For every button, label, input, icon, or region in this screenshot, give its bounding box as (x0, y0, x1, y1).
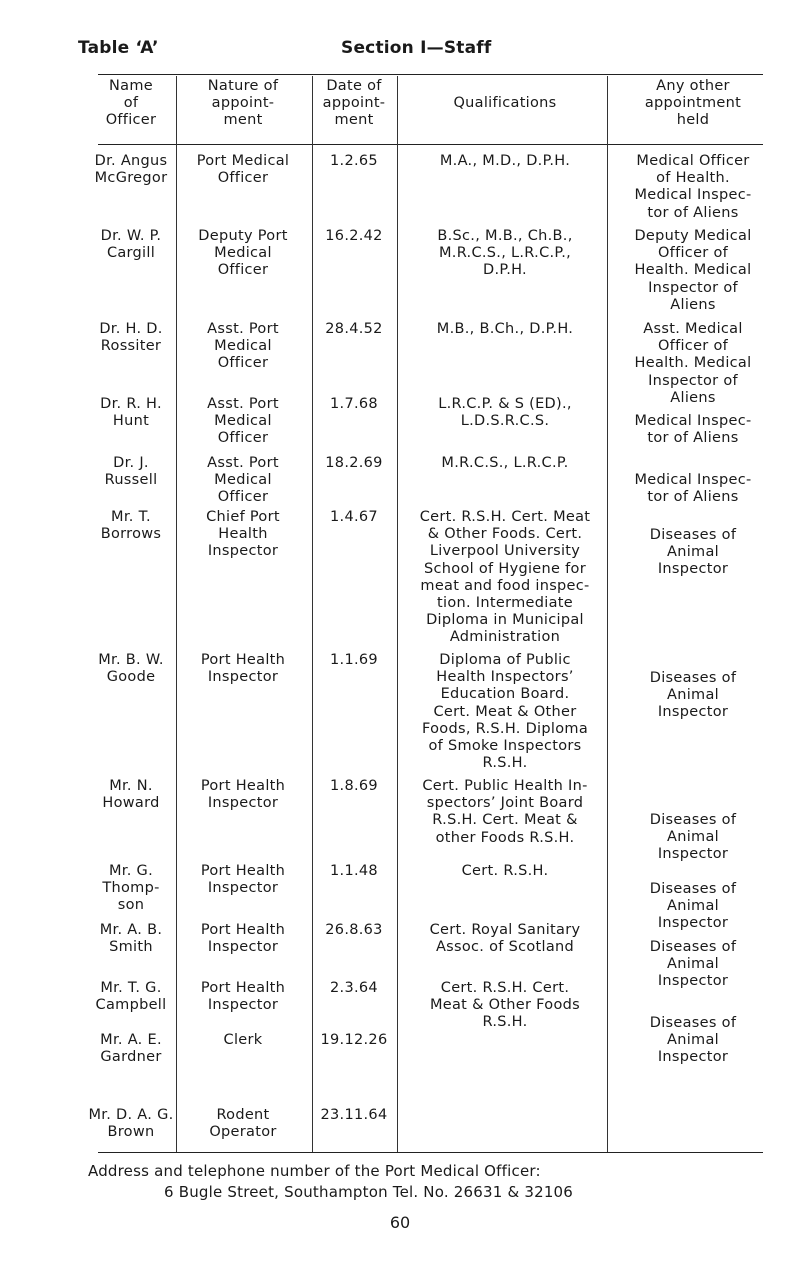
other-appointment: Diseases of Animal Inspector (649, 881, 737, 932)
appointment-nature: Port Health Inspector (200, 863, 286, 897)
appointment-date: 16.2.42 (325, 228, 383, 244)
qualifications: L.R.C.P. & S (ED)., L.D.S.R.C.S. (438, 396, 572, 430)
appointment-nature: Deputy Port Medical Officer (198, 228, 288, 279)
appointment-date: 19.12.26 (320, 1032, 388, 1048)
appointment-nature: Asst. Port Medical Officer (207, 396, 279, 447)
officer-name: Mr. A. B. Smith (99, 922, 163, 956)
appointment-date: 1.4.67 (330, 509, 378, 525)
appointment-nature: Port Medical Officer (196, 153, 290, 187)
appointment-date: 1.1.48 (330, 863, 378, 879)
officer-name: Mr. T. Borrows (100, 509, 162, 543)
other-appointment: Asst. Medical Officer of Health. Medical Inspector of Aliens (634, 321, 752, 406)
column-header-nature: Nature of appoint- ment (207, 78, 279, 129)
address-line: Address and telephone number of the Port Medical Officer: (88, 1162, 541, 1180)
other-appointment: Diseases of Animal Inspector (649, 670, 737, 721)
officer-name: Mr. B. W. Goode (98, 652, 164, 686)
table-top-rule (98, 74, 763, 75)
qualifications: B.Sc., M.B., Ch.B., M.R.C.S., L.R.C.P., D.P.H. (437, 228, 573, 279)
header-bottom-rule (98, 144, 763, 145)
appointment-nature: Clerk (223, 1032, 263, 1048)
appointment-nature: Port Health Inspector (200, 778, 286, 812)
appointment-date: 2.3.64 (330, 980, 378, 996)
column-header-qualifications: Qualifications (453, 95, 557, 111)
appointment-nature: Rodent Operator (209, 1107, 277, 1141)
other-appointment: Diseases of Animal Inspector (649, 1015, 737, 1066)
officer-name: Mr. G. Thomp- son (102, 863, 160, 914)
officer-name: Dr. W. P. Cargill (100, 228, 162, 262)
appointment-nature: Port Health Inspector (200, 652, 286, 686)
table-bottom-rule (98, 1152, 763, 1153)
officer-name: Mr. N. Howard (102, 778, 160, 812)
qualifications: Cert. R.S.H. (461, 863, 549, 879)
appointment-nature: Chief Port Health Inspector (206, 509, 280, 560)
other-appointment: Diseases of Animal Inspector (649, 939, 737, 990)
appointment-date: 26.8.63 (325, 922, 383, 938)
officer-name: Mr. A. E. Gardner (100, 1032, 162, 1066)
officer-name: Mr. D. A. G. Brown (88, 1107, 174, 1141)
other-appointment: Medical Inspec- tor of Aliens (634, 472, 752, 506)
appointment-date: 1.7.68 (330, 396, 378, 412)
appointment-date: 28.4.52 (325, 321, 383, 337)
officer-name: Dr. R. H. Hunt (100, 396, 162, 430)
appointment-date: 1.8.69 (330, 778, 378, 794)
appointment-date: 1.2.65 (330, 153, 378, 169)
section-title: Section I—Staff (341, 38, 492, 58)
officer-name: Dr. J. Russell (104, 455, 158, 489)
appointment-nature: Asst. Port Medical Officer (207, 455, 279, 506)
qualifications: Cert. R.S.H. Cert. Meat & Other Foods. Cert. Liverpool University School of Hygiene for meat and food inspec- tion. Intermediate Diploma in Municipal Administration (419, 509, 591, 646)
qualifications: Diploma of Public Health Inspectors’ Education Board. Cert. Meat & Other Foods, R.S.H. Diploma of Smoke Inspectors R.S.H. (422, 652, 588, 772)
column-header-other-appointment: Any other appointment held (644, 78, 742, 129)
officer-name: Dr. H. D. Rossiter (99, 321, 163, 355)
other-appointment: Medical Officer of Health. Medical Inspec- tor of Aliens (634, 153, 752, 221)
qualifications: Cert. Royal Sanitary Assoc. of Scotland (429, 922, 581, 956)
qualifications: Cert. R.S.H. Cert. Meat & Other Foods R.S.H. (429, 980, 581, 1031)
column-header-name: Name of Officer (105, 78, 157, 129)
qualifications: Cert. Public Health In- spectors’ Joint Board R.S.H. Cert. Meat & other Foods R.S.H. (422, 778, 588, 846)
column-divider (397, 76, 398, 1152)
qualifications: M.A., M.D., D.P.H. (439, 153, 571, 169)
appointment-date: 18.2.69 (325, 455, 383, 471)
officer-name: Mr. T. G. Campbell (95, 980, 167, 1014)
appointment-nature: Asst. Port Medical Officer (207, 321, 279, 372)
other-appointment: Diseases of Animal Inspector (649, 812, 737, 863)
appointment-date: 1.1.69 (330, 652, 378, 668)
column-header-date: Date of appoint- ment (322, 78, 386, 129)
page-number: 60 (389, 1213, 411, 1232)
appointment-date: 23.11.64 (320, 1107, 388, 1123)
qualifications: M.R.C.S., L.R.C.P. (441, 455, 569, 471)
other-appointment: Diseases of Animal Inspector (649, 527, 737, 578)
table-label: Table ‘A’ (78, 38, 159, 58)
appointment-nature: Port Health Inspector (200, 980, 286, 1014)
column-divider (176, 76, 177, 1152)
officer-name: Dr. Angus McGregor (94, 153, 168, 187)
other-appointment: Medical Inspec- tor of Aliens (634, 413, 752, 447)
address-line: 6 Bugle Street, Southampton Tel. No. 26631 & 32106 (164, 1183, 574, 1201)
other-appointment: Deputy Medical Officer of Health. Medical Inspector of Aliens (634, 228, 752, 313)
appointment-nature: Port Health Inspector (200, 922, 286, 956)
qualifications: M.B., B.Ch., D.P.H. (436, 321, 574, 337)
